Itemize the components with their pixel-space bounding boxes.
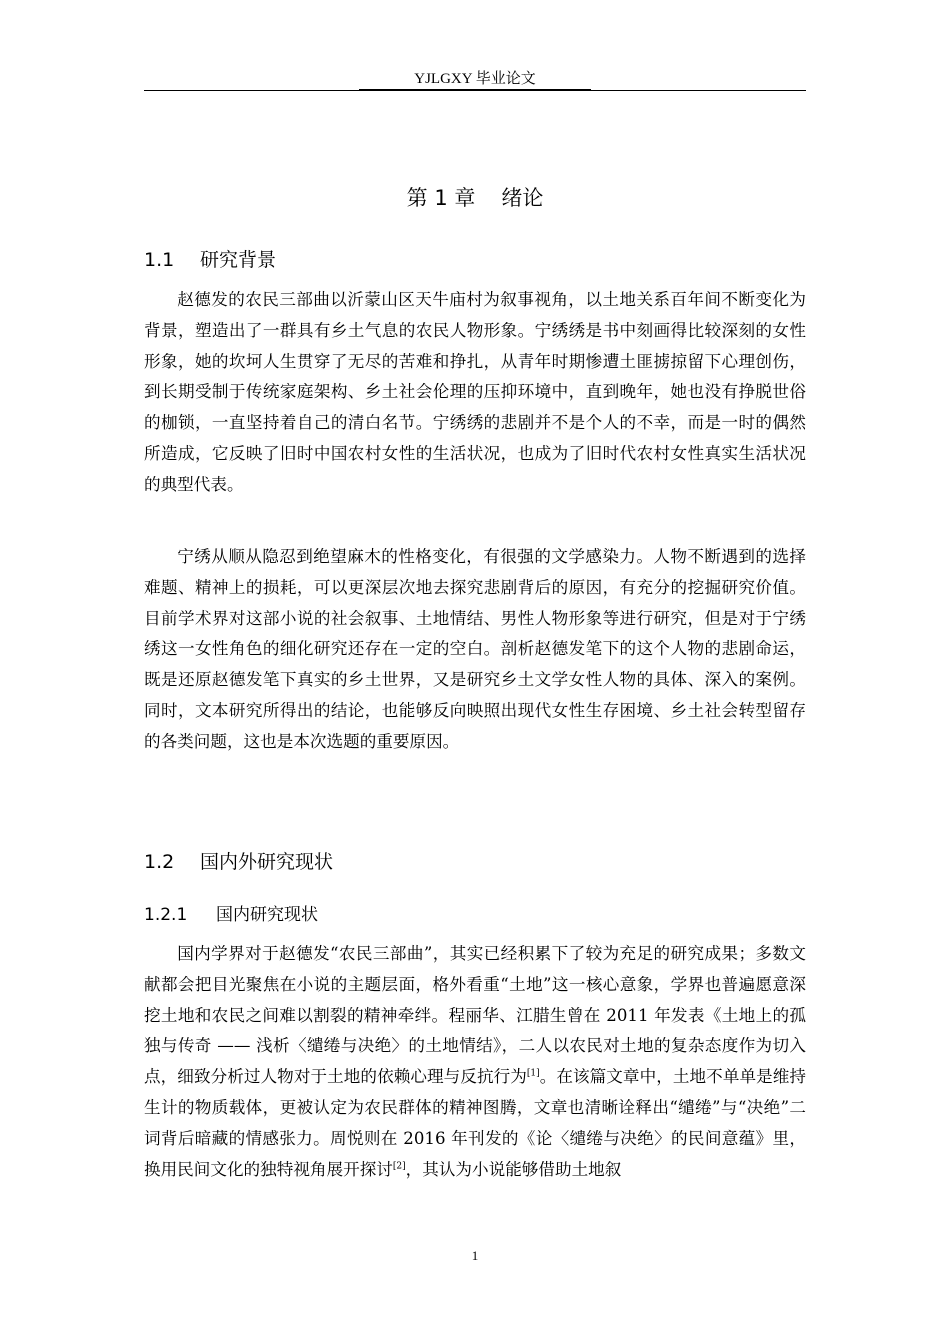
section-title: 国内外研究现状 (200, 851, 334, 873)
section-title: 研究背景 (200, 249, 277, 271)
subsection-title: 国内研究现状 (216, 905, 318, 925)
citation-2: [2] (392, 1161, 406, 1172)
paragraph-research-background-2: 宁绣从顺从隐忍到绝望麻木的性格变化，有很强的文学感染力。人物不断遇到的选择难题、精神上的损耗，可以更深层次地去探究悲剧背后的原因，有充分的挖掘研究价值。目前学术界对这部小说的社会叙事、土地情结、男性人物形象等进行研究，但是对于宁绣绣这一女性角色的细化研究还存在一定的空白。剖析赵德发笔下的这个人物的悲剧命运，既是还原赵德发笔下真实的乡土世界，又是研究乡土文学女性人物的具体、深入的案例。同时，文本研究所得出的结论，也能够反向映照出现代女性生存困境、乡土社会转型留存的各类问题，这也是本次选题的重要原因。 (144, 547, 806, 751)
paragraph-domestic-research (144, 939, 806, 1185)
chapter-title: 绪论 (501, 186, 544, 210)
page-number: 1 (471, 1248, 479, 1263)
section-number: 1.1 (144, 249, 175, 271)
section-heading-1-2 (144, 848, 333, 876)
subsection-number: 1.2.1 (144, 905, 188, 925)
paragraph-text-part-1: 国内学界对于赵德发“农民三部曲”，其实已经积累下了较为充足的研究成果；多数文献都会把目光聚焦在小说的主题层面，格外看重“土地”这一核心意象，学界也普遍愿意深挖土地和农民之间难以割裂的精神牵绊。程丽华、江腊生曾在 2011 年发表《土地上的孤独与传奇 —— 浅析〈缱绻与决绝〉的土地情结》，二人以农民对土地的复杂态度作为切入点，细致分析过人物对于土地的依赖心理与反抗行为 (144, 944, 806, 1087)
chapter-heading (0, 183, 950, 213)
subsection-heading-1-2-1 (144, 902, 318, 928)
header-rule (144, 90, 806, 91)
paragraph-text-part-2: 。在该篇文章中，土地不单单是维持生计的物质载体，更被认定为农民群体的精神图腾，文章也清晰诠释出“缱绻”与“决绝”二词背后暗藏的情感张力。周悦则在 2016 年刊发的《论〈缱绻与决绝〉的民间意蕴》里，换用民间文化的独特视角展开探讨 (144, 1067, 806, 1179)
section-number: 1.2 (144, 851, 175, 873)
section-heading-1-1 (144, 246, 276, 274)
paragraph-research-background-1: 赵德发的农民三部曲以沂蒙山区天牛庙村为叙事视角，以土地关系百年间不断变化为背景，塑造出了一群具有乡土气息的农民人物形象。宁绣绣是书中刻画得比较深刻的女性形象，她的坎坷人生贯穿了无尽的苦难和挣扎，从青年时期惨遭土匪掳掠留下心理创伤，到长期受制于传统家庭架构、乡土社会伦理的压抑环境中，直到晚年，她也没有挣脱世俗的枷锁，一直坚持着自己的清白名节。宁绣绣的悲剧并不是个人的不幸，而是一时的偶然所造成，它反映了旧时中国农村女性的生活状况，也成为了旧时代农村女性真实生活状况的典型代表。 (144, 290, 806, 494)
header-title: YJLGXY 毕业论文 (359, 70, 591, 90)
chapter-number: 第 1 章 (406, 186, 476, 210)
paragraph-text-part-3: ，其认为小说能够借助土地叙 (405, 1159, 622, 1179)
citation-1: [1] (526, 1068, 540, 1079)
